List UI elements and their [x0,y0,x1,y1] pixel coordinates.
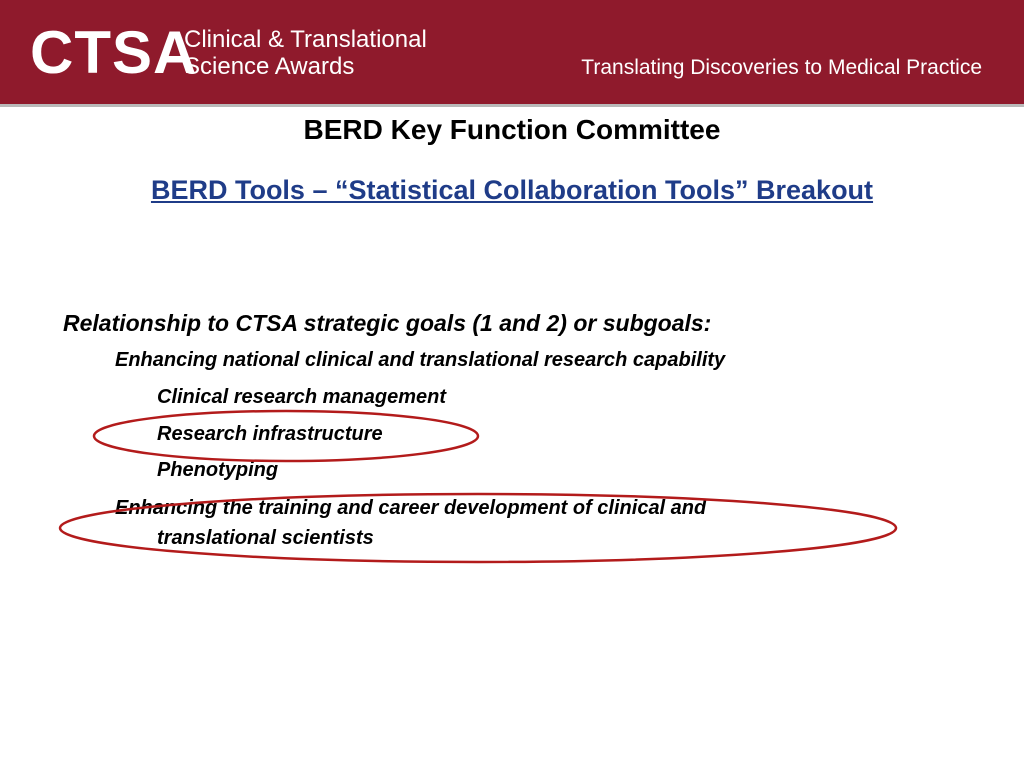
header-banner [0,0,1024,104]
subgoal-phenotyping: Phenotyping [157,459,279,481]
slide-title: BERD Key Function Committee [303,114,721,145]
ctsa-logo: CTSA [30,19,198,86]
subgoal-research-infrastructure: Research infrastructure [157,423,383,445]
logo-line-1: Clinical & Translational [184,26,427,53]
logo-subtitle [184,26,427,80]
slide-subtitle: BERD Tools – “Statistical Collaboration Tools” Breakout [150,175,874,205]
subgoal-clinical-research-management: Clinical research management [157,386,447,408]
header-tagline: Translating Discoveries to Medical Practice [581,56,982,79]
goal-2-line-2: translational scientists [157,527,374,549]
goals-heading: Relationship to CTSA strategic goals (1 and 2) or subgoals: [63,310,712,336]
header-divider [0,104,1024,107]
goal-2 [115,493,895,553]
goal-1: Enhancing national clinical and translational research capability [115,349,726,371]
goal-2-line-1: Enhancing the training and career development of clinical and [115,497,707,519]
logo-line-2: Science Awards [184,53,355,80]
